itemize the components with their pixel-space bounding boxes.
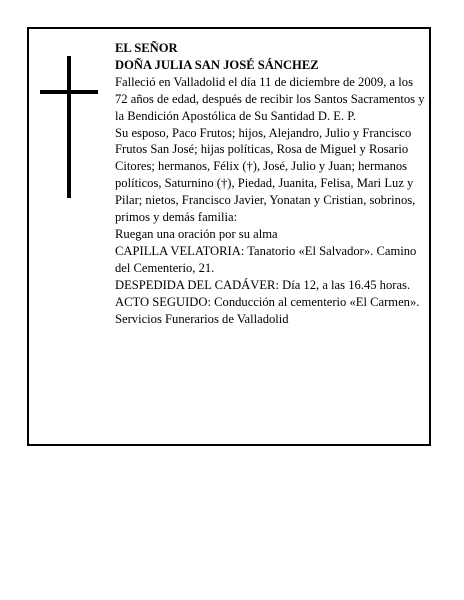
notice-heading-title: EL SEÑOR bbox=[115, 41, 178, 55]
procession-info: ACTO SEGUIDO: Conducción al cementerio «El Carmen». bbox=[115, 294, 420, 309]
cross-icon bbox=[40, 56, 98, 198]
prayer-request: Ruegan una oración por su alma bbox=[115, 226, 278, 241]
wake-chapel-info: CAPILLA VELATORIA: Tanatorio «El Salvador». Camino del Cementerio, 21. bbox=[115, 243, 417, 275]
farewell-info: DESPEDIDA DEL CADÁVER: Día 12, a las 16.45 horas. bbox=[115, 277, 411, 292]
cross-vertical-bar bbox=[67, 56, 71, 198]
family-list: Su esposo, Paco Frutos; hijos, Alejandro, Julio y Francisco Frutos San José; hijas políticas, Rosa de Miguel y Rosario Citores; hermanos, Félix (†), José, Julio y Juan; hermanos políticos, Saturnino (†), Piedad, Juanita, Felisa, Mari Luz y Pilar; nietos, Francisco Javier, Yonatan y Cristian, sobrinos, primos y demás familia: bbox=[115, 125, 416, 225]
death-statement: Falleció en Valladolid el día 11 de diciembre de 2009, a los 72 años de edad, después de recibir los Santos Sacramentos y la Bendición Apostólica de Su Santidad D. E. P. bbox=[115, 74, 425, 123]
cross-horizontal-bar bbox=[40, 90, 98, 94]
notice-text bbox=[115, 40, 425, 327]
obituary-notice bbox=[27, 27, 431, 446]
deceased-name: DOÑA JULIA SAN JOSÉ SÁNCHEZ bbox=[115, 57, 319, 72]
funeral-services-name: Servicios Funerarios de Valladolid bbox=[115, 311, 289, 326]
